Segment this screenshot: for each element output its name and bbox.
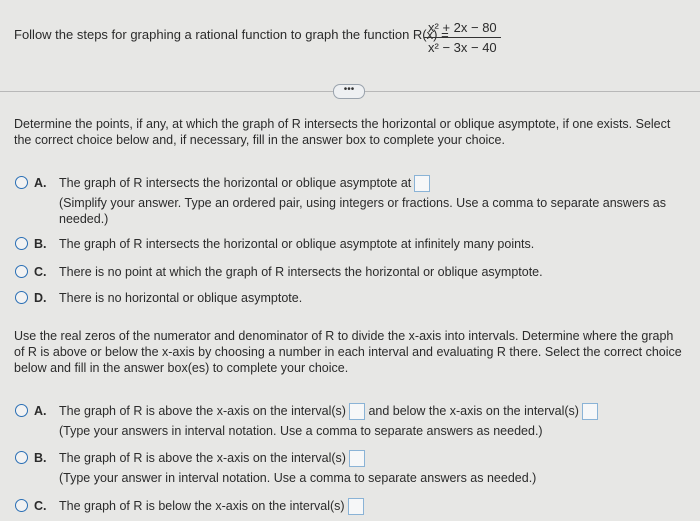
- radio-button[interactable]: [15, 176, 28, 189]
- choice-text: [59, 498, 364, 515]
- choice-text: There is no horizontal or oblique asymptote.: [59, 291, 303, 305]
- choice-hint: (Simplify your answer. Type an ordered pair, using integers or fractions. Use a comma to separate answers as needed.): [59, 196, 667, 226]
- answer-box[interactable]: [349, 450, 365, 467]
- fraction: [424, 20, 501, 55]
- radio-button[interactable]: [15, 404, 28, 417]
- choice-letter: C.: [34, 499, 47, 513]
- numerator: x² + 2x − 80: [424, 20, 501, 38]
- radio-button[interactable]: [15, 291, 28, 304]
- question-1-prompt: Determine the points, if any, at which the graph of R intersects the horizontal or oblique asymptote, if one exists. Select the correct choice below and, if necessary, fill in the answer box to complete your choice.: [14, 117, 671, 147]
- choice-letter: B.: [34, 237, 47, 251]
- denominator: x² − 3x − 40: [428, 40, 497, 55]
- function-expression: [420, 20, 501, 55]
- choice-letter: D.: [34, 291, 47, 305]
- choice-label: The graph of R is above the x-axis on the interval(s): [59, 451, 346, 465]
- below-interval-answer-box[interactable]: [582, 403, 598, 420]
- instruction-text: Follow the steps for graphing a rational function to graph the function R(x) =: [14, 27, 449, 42]
- radio-button[interactable]: [15, 451, 28, 464]
- radio-button[interactable]: [15, 265, 28, 278]
- choice-letter: A.: [34, 404, 47, 418]
- choice-letter: B.: [34, 451, 47, 465]
- choice-letter: A.: [34, 176, 47, 190]
- choice-text: [59, 450, 365, 467]
- choice-label-2: and below the x-axis on the interval(s): [368, 404, 579, 418]
- above-interval-answer-box[interactable]: [349, 403, 365, 420]
- answer-box[interactable]: [348, 498, 364, 515]
- radio-button[interactable]: [15, 237, 28, 250]
- choice-hint: (Type your answer in interval notation. Use a comma to separate answers as needed.): [59, 471, 537, 485]
- expand-more-button[interactable]: •••: [333, 84, 365, 99]
- choice-text: [59, 403, 598, 420]
- choice-label: The graph of R is below the x-axis on the interval(s): [59, 499, 345, 513]
- choice-text: [59, 175, 430, 192]
- choice-label: The graph of R intersects the horizontal or oblique asymptote at: [59, 176, 412, 190]
- choice-text: The graph of R intersects the horizontal or oblique asymptote at infinitely many points.: [59, 237, 535, 251]
- choice-label: The graph of R is above the x-axis on the interval(s): [59, 404, 346, 418]
- question-2-prompt: Use the real zeros of the numerator and denominator of R to divide the x-axis into intervals. Determine where the graph of R is above or below the x-axis by choosing a number in each interval and evaluating R there. Select the correct choice below and fill in the answer box(es) to complete your choice.: [14, 329, 682, 375]
- choice-hint: (Type your answers in interval notation. Use a comma to separate answers as needed.): [59, 424, 543, 438]
- choice-text: There is no point at which the graph of R intersects the horizontal or oblique asymptote.: [59, 265, 543, 279]
- choice-letter: C.: [34, 265, 47, 279]
- answer-box[interactable]: [414, 175, 430, 192]
- radio-button[interactable]: [15, 499, 28, 512]
